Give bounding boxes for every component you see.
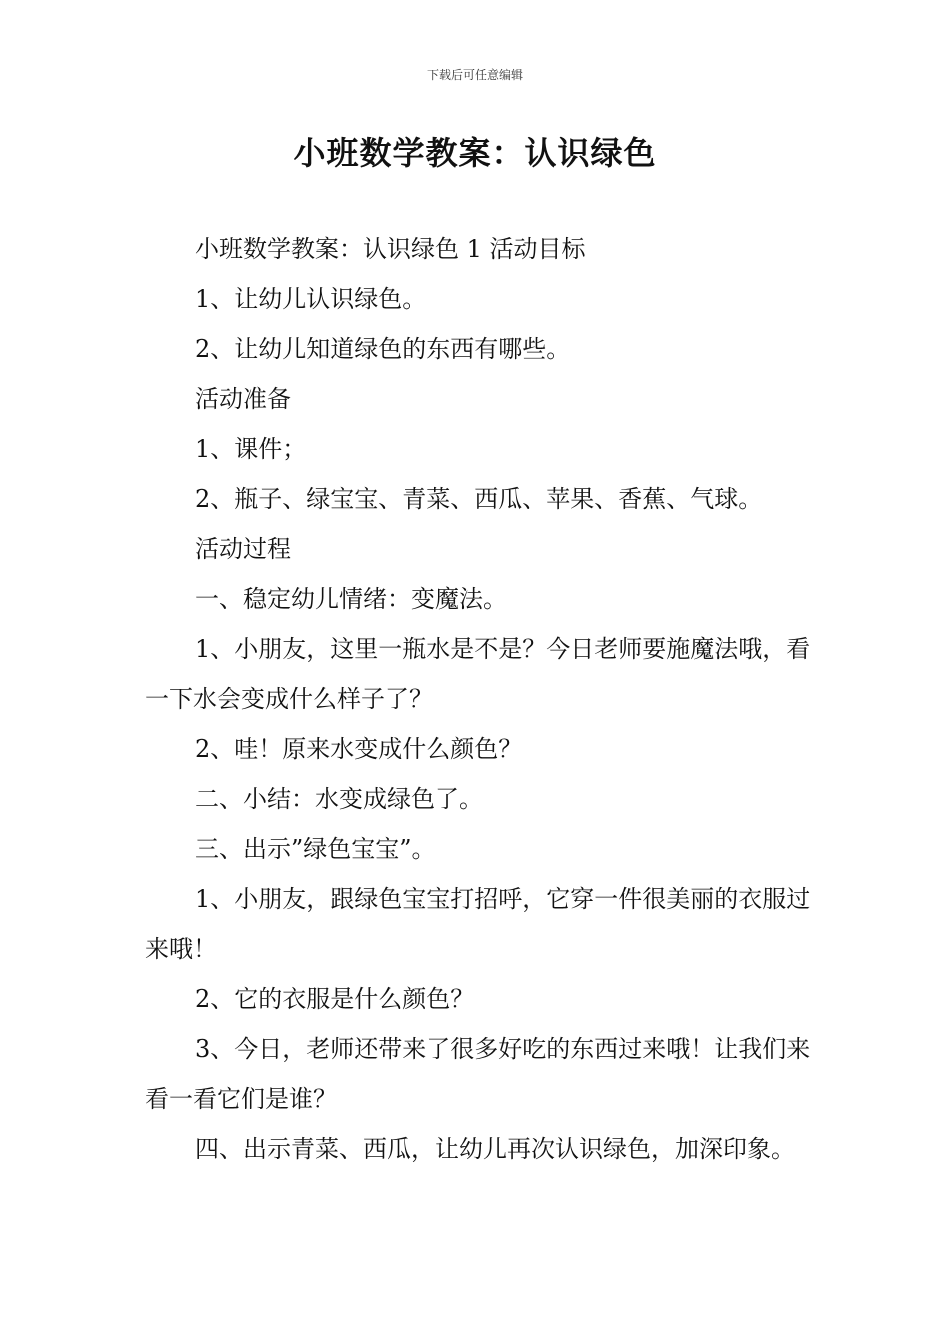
paragraph: 三、出示”绿色宝宝”。 xyxy=(195,835,436,863)
paragraph: 二、小结：水变成绿色了。 xyxy=(195,785,483,813)
paragraph: 一、稳定幼儿情绪：变魔法。 xyxy=(195,585,507,613)
paragraph: 小班数学教案：认识绿色 1 活动目标 xyxy=(195,235,586,263)
paragraph: 活动准备 xyxy=(195,385,291,413)
paragraph: 1、小朋友，跟绿色宝宝打招呼，它穿一件很美丽的衣服过来哦！ xyxy=(145,885,811,963)
paragraph: 1、课件； xyxy=(195,435,307,463)
document-body xyxy=(145,224,825,1174)
page-title: 小班数学教案：认识绿色 xyxy=(293,134,657,172)
paragraph: 四、出示青菜、西瓜，让幼儿再次认识绿色，加深印象。 xyxy=(195,1135,795,1163)
paragraph: 2、让幼儿知道绿色的东西有哪些。 xyxy=(195,335,571,363)
paragraph: 2、它的衣服是什么颜色？ xyxy=(195,985,475,1013)
paragraph: 3、今日，老师还带来了很多好吃的东西过来哦！让我们来看一看它们是谁？ xyxy=(145,1035,811,1113)
paragraph: 2、哇！原来水变成什么颜色？ xyxy=(195,735,523,763)
paragraph: 2、瓶子、绿宝宝、青菜、西瓜、苹果、香蕉、气球。 xyxy=(195,485,763,513)
paragraph: 1、让幼儿认识绿色。 xyxy=(195,285,427,313)
paragraph: 1、小朋友，这里一瓶水是不是？今日老师要施魔法哦，看一下水会变成什么样子了？ xyxy=(145,635,811,713)
header-note: 下载后可任意编辑 xyxy=(426,68,523,82)
paragraph: 活动过程 xyxy=(195,535,291,563)
